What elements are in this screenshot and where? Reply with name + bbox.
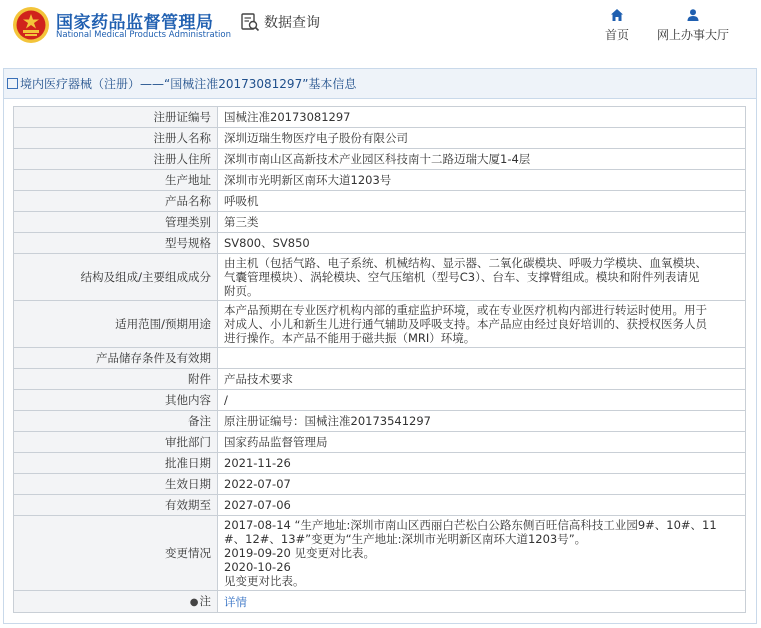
table-row xyxy=(14,170,746,191)
record-panel xyxy=(3,68,757,624)
row-value: 2017-08-14 “生产地址:深圳市南山区西丽白芒松白公路东侧百旺信高科技工业园9#、10#、11 #、12#、13#”变更为“生产地址:深圳市光明新区南环大道1203号”。 2019-09-20 见变更对比表。 2020-10-26 见变更对比表。 xyxy=(224,518,717,588)
table-row xyxy=(14,453,746,474)
national-emblem-icon[interactable] xyxy=(12,6,50,44)
row-value: 国家药品监督管理局 xyxy=(218,432,746,453)
row-label: 结构及组成/主要组成成分 xyxy=(14,254,218,301)
row-value: 国械注准20173081297 xyxy=(218,107,746,128)
table-row xyxy=(14,191,746,212)
row-value: 原注册证编号：国械注准20173541297 xyxy=(218,411,746,432)
row-label: 注册人住所 xyxy=(14,149,218,170)
row-label: 产品储存条件及有效期 xyxy=(14,348,218,369)
row-label: 产品名称 xyxy=(14,191,218,212)
row-label: 审批部门 xyxy=(14,432,218,453)
site-header xyxy=(0,0,761,56)
panel-title: 境内医疗器械（注册）——“国械注准20173081297”基本信息 xyxy=(20,77,357,91)
row-label: 其他内容 xyxy=(14,390,218,411)
row-value: 2022-07-07 xyxy=(218,474,746,495)
info-pin-icon: ● xyxy=(189,596,199,608)
row-value: 本产品预期在专业医疗机构内部的重症监护环境，或在专业医疗机构内部进行转运时使用。用于 对成人、小儿和新生儿进行通气辅助及呼吸支持。本产品应由经过良好培训的、获授权医务人员 进行操作。本产品不能用于磁共振（MRI）环境。 xyxy=(224,303,707,345)
table-row xyxy=(14,432,746,453)
row-label: 生产地址 xyxy=(14,170,218,191)
row-value: 深圳市光明新区南环大道1203号 xyxy=(218,170,746,191)
row-label: 附件 xyxy=(14,369,218,390)
table-row xyxy=(14,495,746,516)
table-row xyxy=(14,591,746,613)
row-label: 型号规格 xyxy=(14,233,218,254)
row-value: 深圳迈瑞生物医疗电子股份有限公司 xyxy=(218,128,746,149)
row-label: 管理类别 xyxy=(14,212,218,233)
row-label: 注册人名称 xyxy=(14,128,218,149)
row-value: SV800、SV850 xyxy=(218,233,746,254)
row-value: 第三类 xyxy=(218,212,746,233)
nav-online-service-hall[interactable] xyxy=(652,8,734,43)
nav-home-label: 首页 xyxy=(604,28,629,42)
row-label: 适用范围/预期用途 xyxy=(14,301,218,348)
home-icon xyxy=(610,8,624,22)
note-label-cell xyxy=(14,591,218,613)
row-label: 生效日期 xyxy=(14,474,218,495)
table-row xyxy=(14,107,746,128)
data-query-label: 数据查询 xyxy=(264,15,320,31)
row-value: 深圳市南山区高新技术产业园区科技南十二路迈瑞大厦1-4层 xyxy=(218,149,746,170)
document-search-icon xyxy=(240,12,260,32)
panel-header xyxy=(4,69,756,99)
row-label: 变更情况 xyxy=(14,516,218,591)
device-info-table xyxy=(13,106,746,613)
user-icon xyxy=(686,8,700,22)
nav-home[interactable] xyxy=(600,8,634,43)
table-row xyxy=(14,474,746,495)
row-label: 注册证编号 xyxy=(14,107,218,128)
row-label: 批准日期 xyxy=(14,453,218,474)
row-label: 有效期至 xyxy=(14,495,218,516)
row-label: 注 xyxy=(199,593,211,608)
table-row xyxy=(14,411,746,432)
square-bullet-icon xyxy=(7,78,18,89)
table-row xyxy=(14,369,746,390)
row-label: 备注 xyxy=(14,411,218,432)
table-row xyxy=(14,390,746,411)
nav-online-service-hall-label: 网上办事大厅 xyxy=(656,28,729,42)
details-link[interactable]: 详情 xyxy=(224,594,247,609)
table-row xyxy=(14,212,746,233)
table-row xyxy=(14,233,746,254)
row-value: 2027-07-06 xyxy=(218,495,746,516)
row-value xyxy=(218,348,746,369)
site-name[interactable]: 国家药品监督管理局 xyxy=(56,13,214,33)
table-row xyxy=(14,149,746,170)
row-value: 2021-11-26 xyxy=(218,453,746,474)
table-row xyxy=(14,254,746,301)
row-value: 产品技术要求 xyxy=(218,369,746,390)
table-row xyxy=(14,301,746,348)
row-value: 呼吸机 xyxy=(218,191,746,212)
site-name-en: National Medical Products Administration xyxy=(56,30,231,40)
table-row xyxy=(14,348,746,369)
table-row xyxy=(14,516,746,591)
row-value: 由主机（包括气路、电子系统、机械结构、显示器、二氧化碳模块、呼吸力学模块、血氧模块、 气囊管理模块）、涡轮模块、空气压缩机（型号C3）、台车、支撑臂组成。模块和附件列表请见 附页。 xyxy=(224,256,707,298)
table-row xyxy=(14,128,746,149)
data-query-link[interactable] xyxy=(240,12,320,32)
row-value: / xyxy=(218,390,746,411)
